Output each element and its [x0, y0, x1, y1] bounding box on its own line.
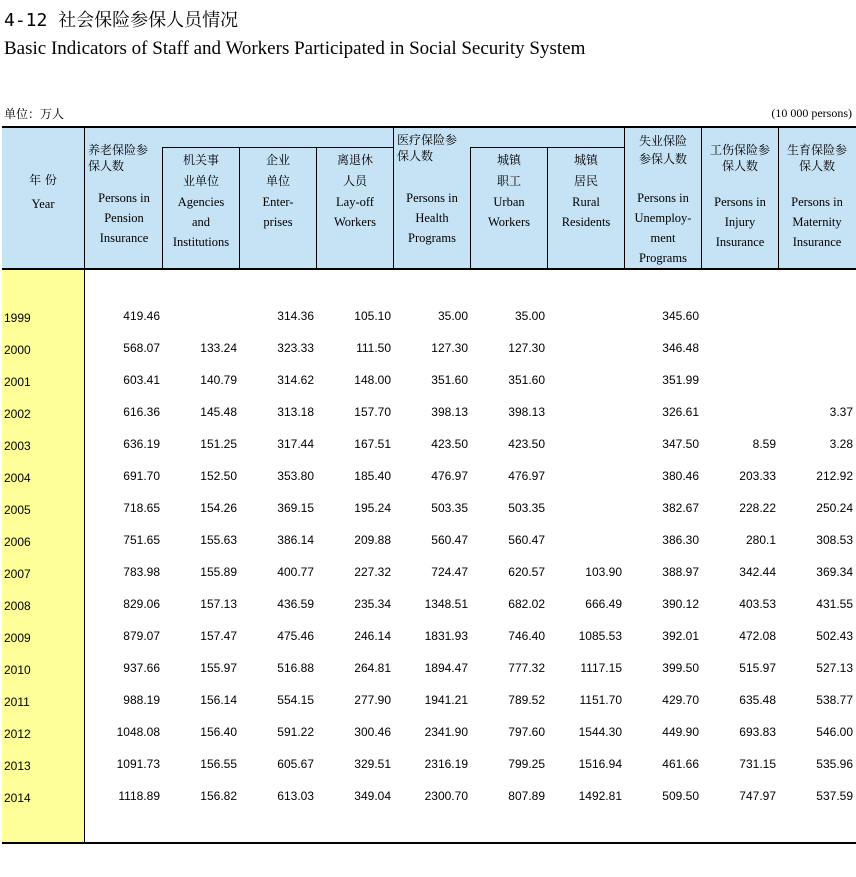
table-cell: 423.50	[508, 437, 545, 451]
table-cell: 2341.90	[424, 725, 468, 739]
table-cell: 349.04	[354, 789, 391, 803]
year-cell: 1999	[4, 311, 31, 325]
table-cell: 829.06	[123, 597, 160, 611]
table-cell: 777.32	[508, 661, 545, 675]
header-maternity: 生育保险参保人数 Persons in Maternity Insurance	[786, 143, 847, 249]
table-cell: 1151.70	[579, 693, 622, 707]
table-title-cn: 4-12 社会保险参保人员情况	[4, 10, 239, 31]
table-cell: 154.26	[200, 501, 237, 515]
table-cell: 346.48	[662, 341, 699, 355]
table-cell: 419.46	[123, 309, 160, 323]
table-cell: 345.60	[662, 309, 699, 323]
year-cell: 2012	[4, 727, 31, 741]
year-cell: 2006	[4, 535, 31, 549]
top-rule	[2, 126, 856, 128]
table-cell: 724.47	[431, 565, 468, 579]
table-cell: 227.32	[354, 565, 391, 579]
year-cell: 2013	[4, 759, 31, 773]
table-cell: 591.22	[277, 725, 314, 739]
header-divider	[470, 147, 471, 268]
header-divider	[547, 147, 548, 268]
table-cell: 538.77	[816, 693, 853, 707]
table-cell: 1117.15	[580, 661, 622, 675]
table-cell: 388.97	[662, 565, 699, 579]
header-layoff: 离退休人员 Lay-off Workers	[333, 153, 377, 229]
table-cell: 682.02	[508, 597, 545, 611]
table-cell: 195.24	[354, 501, 391, 515]
table-cell: 386.30	[662, 533, 699, 547]
table-cell: 515.97	[739, 661, 776, 675]
table-cell: 783.98	[123, 565, 160, 579]
table-cell: 2300.70	[424, 789, 468, 803]
table-cell: 400.77	[277, 565, 314, 579]
table-cell: 620.57	[508, 565, 545, 579]
table-cell: 937.66	[123, 661, 160, 675]
table-cell: 398.13	[431, 405, 468, 419]
table-cell: 1831.93	[424, 629, 468, 643]
table-cell: 155.89	[200, 565, 237, 579]
table-cell: 436.59	[277, 597, 314, 611]
table-cell: 228.22	[739, 501, 776, 515]
table-cell: 503.35	[431, 501, 468, 515]
table-cell: 235.34	[354, 597, 391, 611]
header-divider	[316, 147, 317, 268]
header-enterprises: 企业单位 Enter-prises	[262, 153, 294, 229]
table-cell: 308.53	[816, 533, 853, 547]
table-cell: 212.92	[816, 469, 853, 483]
table-cell: 323.33	[277, 341, 314, 355]
table-cell: 351.60	[431, 373, 468, 387]
table-cell: 342.44	[739, 565, 776, 579]
table-cell: 746.40	[508, 629, 545, 643]
table-cell: 475.46	[277, 629, 314, 643]
table-cell: 731.15	[739, 757, 776, 771]
unit-label-cn: 单位：万人	[4, 107, 65, 121]
table-cell: 35.00	[514, 309, 545, 323]
table-cell: 546.00	[816, 725, 853, 739]
table-cell: 476.97	[508, 469, 545, 483]
unit-label-en: (10 000 persons)	[771, 106, 852, 120]
pension-subheader-rule	[162, 147, 393, 148]
table-cell: 431.55	[816, 597, 853, 611]
table-cell: 1516.94	[578, 757, 622, 771]
table-cell: 157.47	[200, 629, 237, 643]
year-cell: 2007	[4, 567, 31, 581]
year-cell: 2010	[4, 663, 31, 677]
table-cell: 386.14	[277, 533, 314, 547]
header-agencies: 机关事业单位 Agencies and Institutions	[172, 153, 230, 249]
table-cell: 879.07	[123, 629, 160, 643]
table-cell: 1894.47	[424, 661, 468, 675]
table-cell: 157.13	[200, 597, 237, 611]
table-cell: 527.13	[816, 661, 853, 675]
table-cell: 314.36	[277, 309, 314, 323]
year-cell: 2009	[4, 631, 31, 645]
table-cell: 1091.73	[116, 757, 160, 771]
table-cell: 35.00	[437, 309, 468, 323]
table-cell: 1941.21	[424, 693, 468, 707]
table-cell: 155.63	[200, 533, 237, 547]
table-cell: 613.03	[277, 789, 314, 803]
table-cell: 691.70	[123, 469, 160, 483]
table-cell: 635.48	[739, 693, 776, 707]
table-cell: 554.15	[277, 693, 314, 707]
table-cell: 1048.08	[116, 725, 160, 739]
table-cell: 152.50	[200, 469, 237, 483]
table-cell: 461.66	[662, 757, 699, 771]
table-cell: 3.28	[829, 437, 853, 451]
table-cell: 156.82	[200, 789, 237, 803]
table-cell: 382.67	[662, 501, 699, 515]
table-cell: 145.48	[200, 405, 237, 419]
table-cell: 449.90	[662, 725, 699, 739]
table-cell: 133.24	[200, 341, 237, 355]
table-cell: 127.30	[431, 341, 468, 355]
year-cell: 2011	[4, 695, 30, 709]
table-cell: 369.15	[277, 501, 314, 515]
table-cell: 799.25	[508, 757, 545, 771]
header-pension: 养老保险参保人数 Persons in Pension Insurance	[88, 143, 150, 245]
header-urban: 城镇职工 Urban Workers	[487, 153, 531, 229]
table-cell: 250.24	[816, 501, 853, 515]
table-cell: 156.14	[200, 693, 237, 707]
header-health: 医疗保险参保人数 Persons in Health Programs	[397, 133, 458, 245]
year-cell: 2001	[4, 375, 31, 389]
table-cell: 636.19	[123, 437, 160, 451]
table-cell: 329.51	[354, 757, 391, 771]
year-cell: 2002	[4, 407, 31, 421]
table-cell: 209.88	[354, 533, 391, 547]
table-cell: 277.90	[354, 693, 391, 707]
table-cell: 203.33	[739, 469, 776, 483]
table-cell: 502.43	[816, 629, 853, 643]
table-cell: 423.50	[431, 437, 468, 451]
table-cell: 390.12	[662, 597, 699, 611]
bottom-rule	[2, 842, 856, 844]
table-title-en: Basic Indicators of Staff and Workers Participated in Social Security System	[4, 38, 586, 59]
table-cell: 616.36	[123, 405, 160, 419]
table-cell: 151.25	[200, 437, 237, 451]
header-unemployment: 失业保险参保人数 Persons in Unemploy-ment Programs	[634, 134, 692, 265]
table-cell: 693.83	[739, 725, 776, 739]
header-divider	[624, 127, 625, 268]
table-cell: 157.70	[354, 405, 391, 419]
table-cell: 718.65	[123, 501, 160, 515]
header-injury: 工伤保险参保人数 Persons in Injury Insurance	[709, 143, 770, 249]
table-cell: 509.50	[662, 789, 699, 803]
table-cell: 429.70	[662, 693, 699, 707]
header-year: 年 份 Year	[29, 173, 57, 211]
table-cell: 351.60	[508, 373, 545, 387]
table-cell: 156.55	[200, 757, 237, 771]
table-cell: 185.40	[354, 469, 391, 483]
table-cell: 603.41	[123, 373, 160, 387]
table-cell: 353.80	[277, 469, 314, 483]
header-bottom-rule	[2, 268, 856, 270]
table-cell: 797.60	[508, 725, 545, 739]
table-cell: 326.61	[662, 405, 699, 419]
header-divider	[162, 147, 163, 268]
table-cell: 167.51	[354, 437, 391, 451]
table-cell: 535.96	[816, 757, 853, 771]
table-cell: 392.01	[662, 629, 699, 643]
table-cell: 476.97	[431, 469, 468, 483]
table-cell: 155.97	[200, 661, 237, 675]
table-cell: 399.50	[662, 661, 699, 675]
table-cell: 351.99	[662, 373, 699, 387]
table-cell: 380.46	[662, 469, 699, 483]
table-cell: 472.08	[739, 629, 776, 643]
table-cell: 148.00	[354, 373, 391, 387]
table-cell: 347.50	[662, 437, 699, 451]
year-cell: 2008	[4, 599, 31, 613]
table-cell: 103.90	[585, 565, 622, 579]
table-cell: 300.46	[354, 725, 391, 739]
table-cell: 789.52	[508, 693, 545, 707]
table-cell: 666.49	[585, 597, 622, 611]
table-cell: 988.19	[123, 693, 160, 707]
table-cell: 8.59	[752, 437, 776, 451]
table-cell: 398.13	[508, 405, 545, 419]
header-divider	[239, 147, 240, 268]
table-cell: 751.65	[123, 533, 160, 547]
table-cell: 605.67	[277, 757, 314, 771]
table-cell: 403.53	[739, 597, 776, 611]
table-cell: 156.40	[200, 725, 237, 739]
year-cell: 2000	[4, 343, 31, 357]
table-cell: 313.18	[277, 405, 314, 419]
table-cell: 264.81	[354, 661, 391, 675]
table-cell: 2316.19	[424, 757, 468, 771]
table-cell: 1348.51	[424, 597, 468, 611]
table-cell: 568.07	[123, 341, 160, 355]
table-cell: 314.62	[277, 373, 314, 387]
table-cell: 127.30	[508, 341, 545, 355]
table-cell: 105.10	[354, 309, 391, 323]
table-cell: 140.79	[200, 373, 237, 387]
table-cell: 246.14	[354, 629, 391, 643]
year-cell: 2014	[4, 791, 31, 805]
header-divider	[701, 127, 702, 268]
table-cell: 1118.89	[118, 789, 160, 803]
table-cell: 1492.81	[578, 789, 622, 803]
table-cell: 503.35	[508, 501, 545, 515]
table-cell: 807.89	[508, 789, 545, 803]
table-cell: 537.59	[816, 789, 853, 803]
table-cell: 317.44	[277, 437, 314, 451]
table-cell: 1085.53	[578, 629, 622, 643]
header-divider	[778, 127, 779, 268]
table-cell: 3.37	[829, 405, 853, 419]
table-cell: 369.34	[816, 565, 853, 579]
table-cell: 280.1	[745, 533, 776, 547]
table-cell: 560.47	[431, 533, 468, 547]
table-cell: 516.88	[277, 661, 314, 675]
table-cell: 1544.30	[578, 725, 622, 739]
year-cell: 2004	[4, 471, 31, 485]
year-cell: 2005	[4, 503, 31, 517]
table-cell: 111.50	[356, 341, 391, 355]
header-divider	[393, 127, 394, 268]
table-cell: 560.47	[508, 533, 545, 547]
year-cell: 2003	[4, 439, 31, 453]
table-cell: 747.97	[739, 789, 776, 803]
header-rural: 城镇居民 Rural Residents	[561, 153, 611, 229]
